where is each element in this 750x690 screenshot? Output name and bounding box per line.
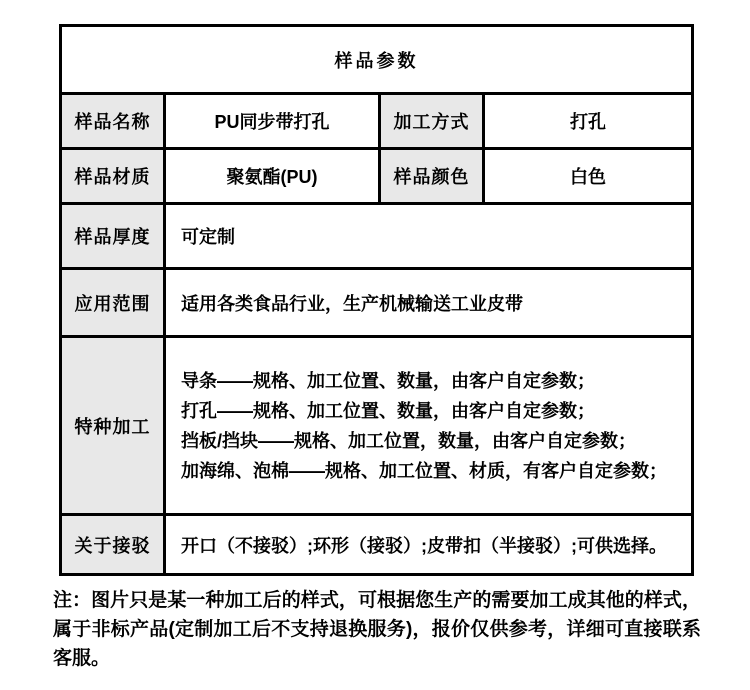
table-title: 样品参数 [61, 26, 693, 94]
table-row [61, 515, 693, 575]
value-sample-thickness: 可定制 [165, 204, 693, 269]
value-sample-material: 聚氨酯(PU) [165, 149, 380, 204]
table-row [61, 94, 693, 149]
parameters-table [59, 24, 694, 576]
table-row [61, 149, 693, 204]
special-processing-line-2: 打孔——规格、加工位置、数量，由客户自定参数； [181, 400, 595, 421]
special-processing-line-1: 导条——规格、加工位置、数量，由客户自定参数； [181, 370, 595, 391]
table-row [61, 204, 693, 269]
value-about-joining: 开口（不接驳）;环形（接驳）;皮带扣（半接驳）;可供选择。 [165, 515, 693, 575]
label-sample-name: 样品名称 [61, 94, 165, 149]
value-processing-method: 打孔 [484, 94, 693, 149]
label-processing-method: 加工方式 [380, 94, 484, 149]
label-application-range: 应用范围 [61, 269, 165, 337]
value-application-range: 适用各类食品行业，生产机械输送工业皮带 [165, 269, 693, 337]
label-sample-thickness: 样品厚度 [61, 204, 165, 269]
label-about-joining: 关于接驳 [61, 515, 165, 575]
value-sample-name: PU同步带打孔 [165, 94, 380, 149]
value-sample-color: 白色 [484, 149, 693, 204]
special-processing-line-4: 加海绵、泡棉——规格、加工位置、材质，有客户自定参数； [181, 460, 667, 481]
value-special-processing [165, 337, 693, 515]
title-row [61, 26, 693, 94]
footer-note: 注：图片只是某一种加工后的样式，可根据您生产的需要加工成其他的样式，属于非标产品(定制加工后不支持退换服务)，报价仅供参考，详细可直接联系客服。 [53, 590, 701, 669]
table-row [61, 337, 693, 515]
label-sample-color: 样品颜色 [380, 149, 484, 204]
label-sample-material: 样品材质 [61, 149, 165, 204]
table-row [61, 269, 693, 337]
special-processing-line-3: 挡板/挡块——规格、加工位置，数量，由客户自定参数； [181, 430, 636, 451]
label-special-processing: 特种加工 [61, 337, 165, 515]
